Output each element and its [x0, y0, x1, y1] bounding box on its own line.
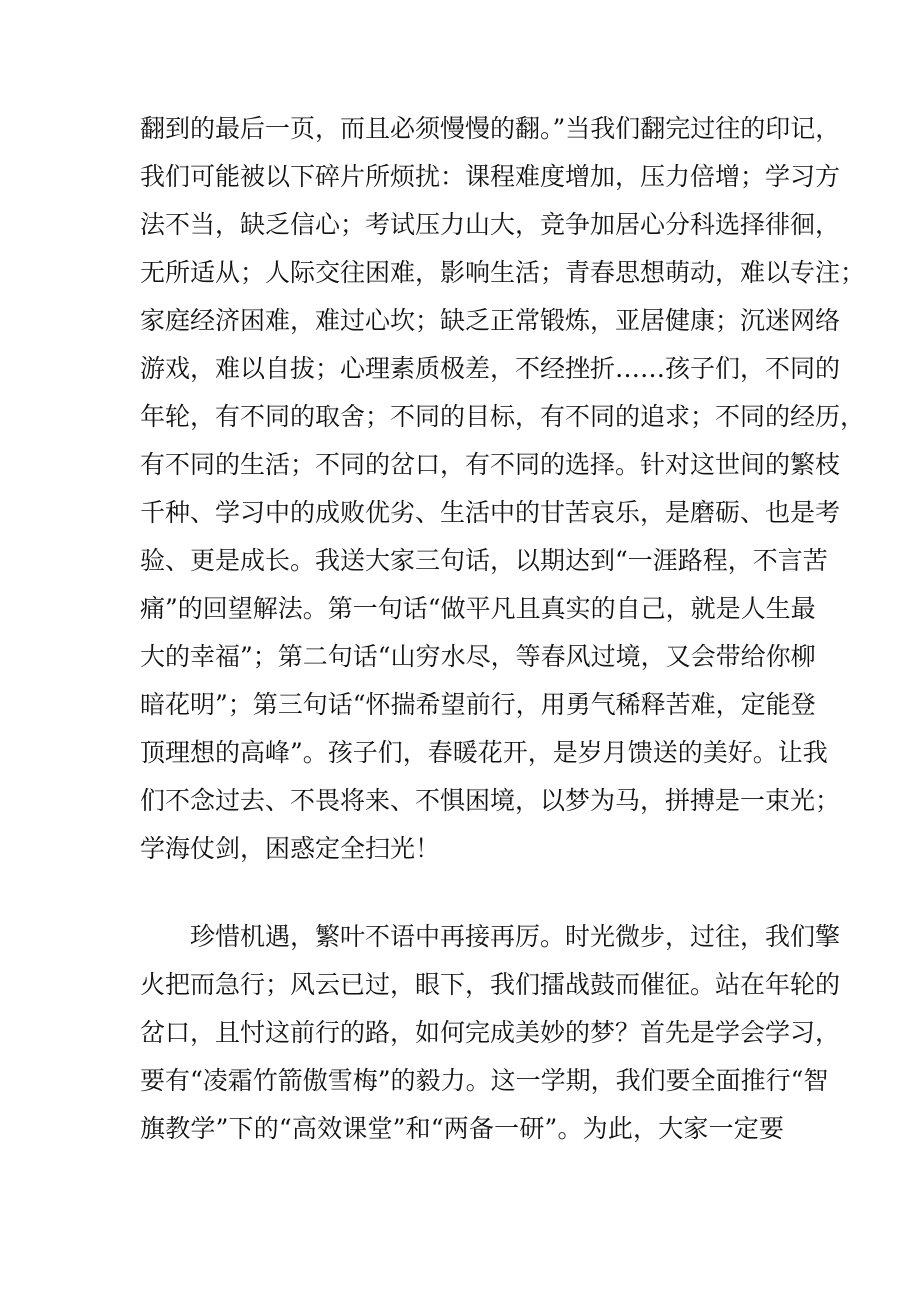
paragraph-1-line: 验、更是成长。我送大家三句话，以期达到“一涯路程，不言苦: [140, 546, 828, 575]
paragraph-2-line: 火把而急行；风云已过，眼下，我们擂战鼓而催征。站在年轮的: [140, 970, 841, 999]
paragraph-1-line: 法不当，缺乏信心；考试压力山大，竞争加居心分科选择徘徊，: [140, 210, 841, 239]
paragraph-1-line: 们不念过去、不畏将来、不惧困境，以梦为马，拼搏是一束光；: [140, 786, 841, 815]
paragraph-1-line: 家庭经济困难，难过心坎；缺乏正常锻炼，亚居健康；沉迷网络: [140, 306, 841, 335]
paragraph-1-line: 千种、学习中的成败优劣、生活中的甘苦哀乐，是磨砺、也是考: [140, 498, 841, 527]
paragraph-1-line: 大的幸福”；第二句话“山穷水尽，等春风过境，又会带给你柳: [140, 642, 816, 671]
paragraph-2-line: 旗教学”下的“高效课堂”和“两备一研”。为此，大家一定要: [140, 1114, 784, 1143]
paragraph-1-line: 年轮，有不同的取舍；不同的目标，有不同的追求；不同的经历，: [140, 402, 866, 431]
paragraph-2-line: 珍惜机遇，繁叶不语中再接再厉。时光微步，过往，我们擎: [190, 922, 841, 951]
paragraph-1-line: 无所适从；人际交往困难，影响生活；青春思想萌动，难以专注；: [140, 258, 866, 287]
paragraph-1-line: 痛”的回望解法。第一句话“做平凡且真实的自己，就是人生最: [140, 594, 816, 623]
paragraph-1-line: 顶理想的高峰”。孩子们，春暖花开，是岁月馈送的美好。让我: [140, 738, 828, 767]
paragraph-2: [140, 913, 841, 1153]
paragraph-2-line: 岔口，且忖这前行的路，如何完成美妙的梦？首先是学会学习，: [140, 1018, 841, 1047]
paragraph-1-line: 学海仗剑，困惑定全扫光！: [140, 834, 441, 863]
paragraph-1: [140, 105, 866, 873]
paragraph-2-line: 要有“凌霜竹箭傲雪梅”的毅力。这一学期，我们要全面推行“智: [140, 1066, 829, 1095]
paragraph-1-line: 有不同的生活；不同的岔口，有不同的选择。针对这世间的繁枝: [140, 450, 841, 479]
paragraph-1-line: 暗花明”；第三句话“怀揣希望前行，用勇气稀释苦难，定能登: [140, 690, 816, 719]
paragraph-1-line: 游戏，难以自拔；心理素质极差，不经挫折……孩子们，不同的: [140, 354, 841, 383]
paragraph-1-line: 翻到的最后一页，而且必须慢慢的翻。”当我们翻完过往的印记，: [140, 114, 841, 143]
paragraph-1-line: 我们可能被以下碎片所烦扰：课程难度增加，压力倍增；学习方: [140, 162, 841, 191]
